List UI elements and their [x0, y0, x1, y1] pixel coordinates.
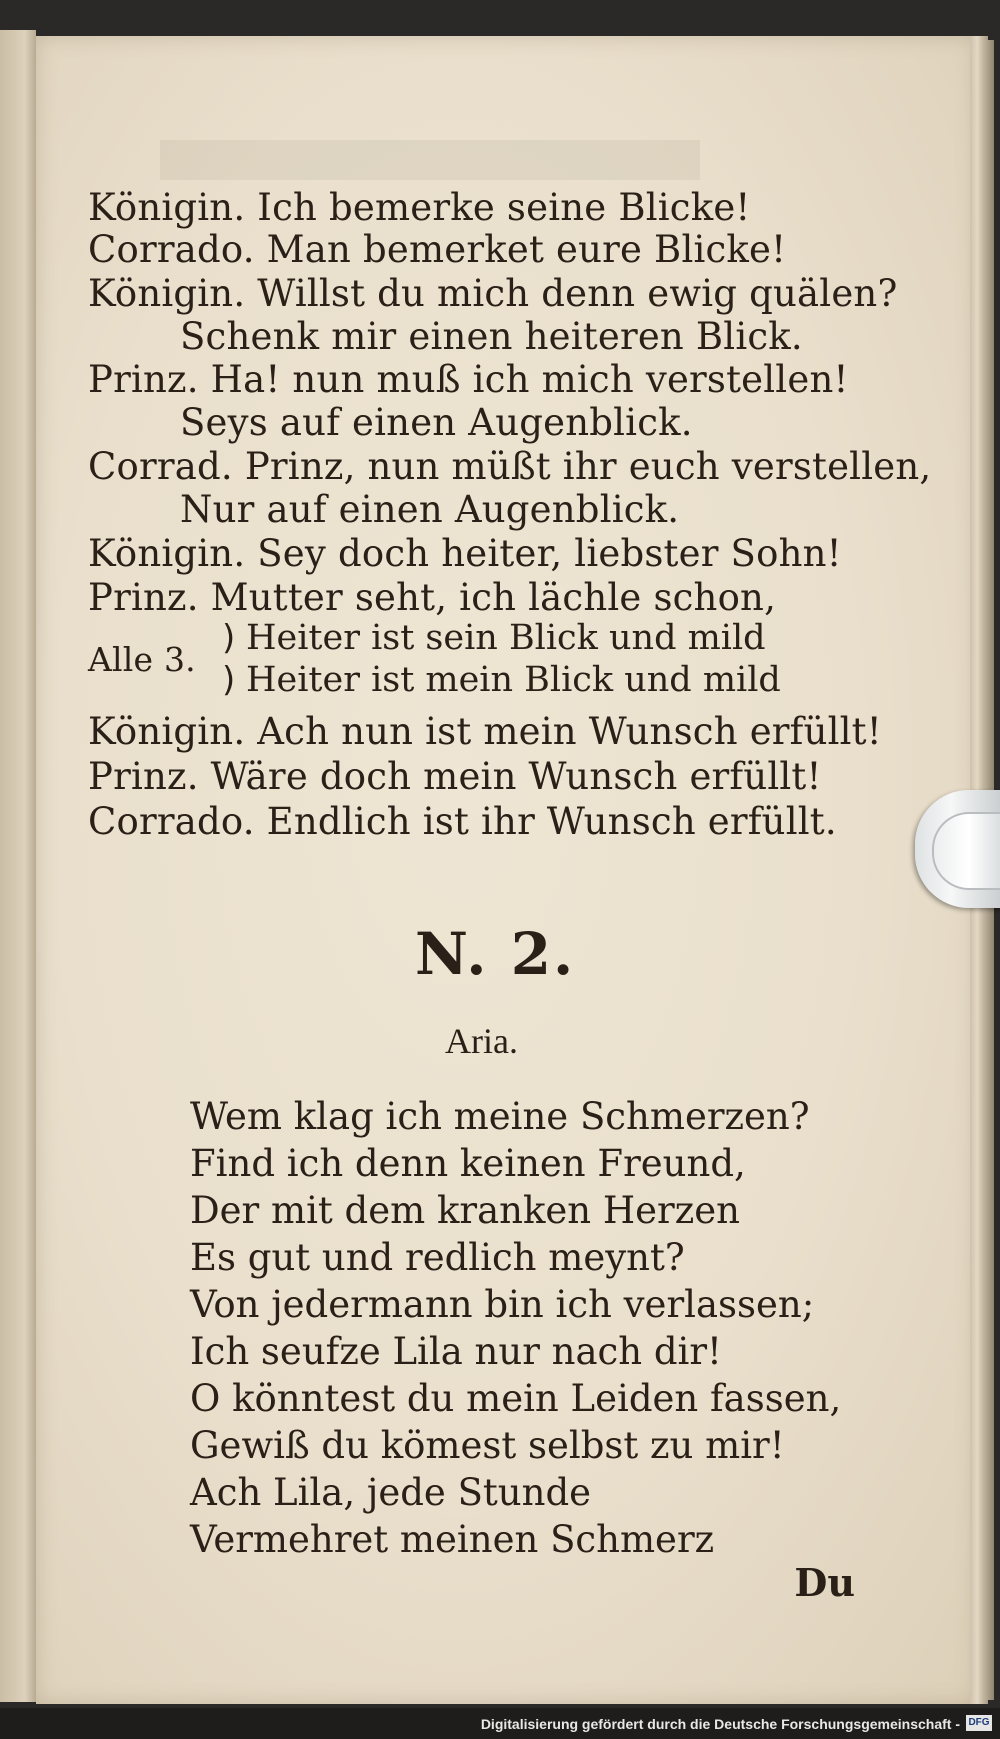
show-through-smudge — [160, 140, 700, 180]
aria-verse-line: Der mit dem kranken Herzen — [190, 1189, 740, 1232]
aria-verse-line: Find ich denn keinen Freund, — [190, 1142, 746, 1185]
aria-verse-line: Ich seufze Lila nur nach dir! — [190, 1330, 722, 1373]
dialogue-line: Corrado. Endlich ist ihr Wunsch erfüllt. — [88, 800, 837, 843]
dialogue-line: Königin. Ich bemerke seine Blicke! — [88, 186, 751, 229]
aria-verse-line: Ach Lila, jede Stunde — [190, 1471, 592, 1514]
dialogue-line: Prinz. Ha! nun muß ich mich verstellen! — [88, 358, 849, 401]
aria-verse-line: O könntest du mein Leiden fassen, — [190, 1377, 842, 1420]
aria-verse-line: Vermehret meinen Schmerz — [190, 1518, 715, 1561]
chorus-speaker: Alle 3. — [88, 640, 196, 679]
bracket-glyph: ) — [222, 618, 236, 658]
dialogue-line: Königin. Willst du mich denn ewig quälen? — [88, 272, 898, 315]
dialogue-line: Prinz. Mutter seht, ich lächle schon, — [88, 576, 777, 619]
catchword: Du — [794, 1560, 855, 1605]
chorus-line: Heiter ist mein Blick und mild — [246, 660, 781, 700]
credit-text: Digitalisierung gefördert durch die Deutsche Forschungsgemeinschaft - — [480, 1716, 960, 1732]
bracket-glyph: ) — [222, 660, 236, 700]
dialogue-line: Schenk mir einen heiteren Blick. — [180, 315, 803, 358]
aria-verse-line: Es gut und redlich meynt? — [190, 1236, 685, 1279]
dialogue-line: Corrado. Man bemerket eure Blicke! — [88, 228, 787, 271]
section-number-heading: N. 2. — [415, 920, 576, 988]
dfg-logo-icon: DFG — [966, 1715, 992, 1731]
dialogue-line: Königin. Ach nun ist mein Wunsch erfüllt! — [88, 710, 882, 753]
paper-clip-loop — [932, 812, 1000, 890]
facing-page-edge — [0, 30, 36, 1702]
dialogue-line: Nur auf einen Augenblick. — [180, 488, 680, 531]
dialogue-line: Seys auf einen Augenblick. — [180, 401, 693, 444]
dialogue-line: Königin. Sey doch heiter, liebster Sohn! — [88, 532, 842, 575]
aria-verse-line: Von jedermann bin ich verlassen; — [190, 1283, 815, 1326]
aria-verse-line: Gewiß du kömest selbst zu mir! — [190, 1424, 785, 1467]
dialogue-line: Corrad. Prinz, nun müßt ihr euch verstellen, — [88, 445, 932, 488]
dialogue-line: Prinz. Wäre doch mein Wunsch erfüllt! — [88, 755, 822, 798]
aria-title: Aria. — [445, 1021, 518, 1061]
chorus-line: Heiter ist sein Blick und mild — [246, 618, 766, 658]
aria-verse-line: Wem klag ich meine Schmerzen? — [190, 1095, 810, 1138]
